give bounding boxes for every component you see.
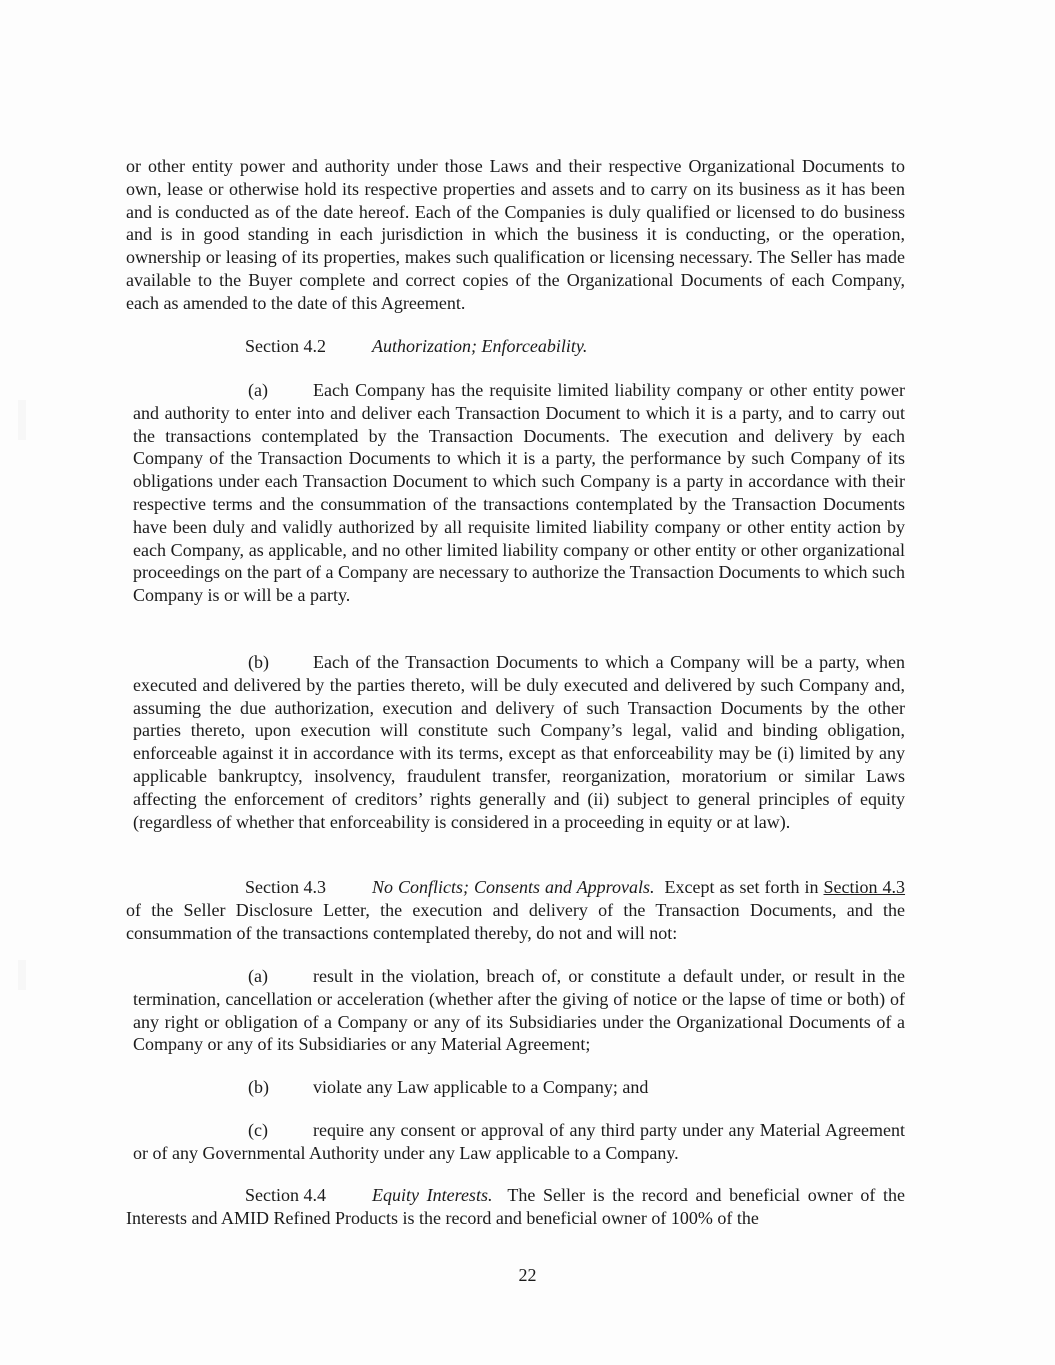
section-text: of the Seller Disclosure Letter, the execution and delivery of the Transaction Documents, and the consummation of the transactions contemplated thereby, do not and will not: [126, 899, 905, 943]
section-4-2-a [133, 379, 905, 607]
page-number: 22 [518, 1265, 537, 1285]
scan-artifact [18, 960, 26, 990]
clause-label: (c) [248, 1120, 268, 1140]
section-number: Section 4.2 [245, 336, 326, 356]
section-number: Section 4.3 [245, 877, 326, 897]
clause-text: violate any Law applicable to a Company; and [313, 1077, 649, 1097]
section-text: The Seller is the record and beneficial owner of the Interests and AMID Refined Products is the record and beneficial owner of 100% of the [126, 1185, 905, 1228]
scan-artifact [18, 400, 26, 440]
section-4-2-b [133, 651, 905, 833]
section-4-3-b [248, 1076, 648, 1099]
clause-text: require any consent or approval of any third party under any Material Agreement or of any Governmental Authority under any Law applicable to a Company. [133, 1120, 905, 1163]
intro-paragraph: or other entity power and authority under those Laws and their respective Organizational Documents to own, lease or otherwise hold its respective properties and assets and to carry on its business as it has been and is conducted as of the date hereof. Each of the Companies is duly qualified or licensed to do business and is in good standing in each jurisdiction in which the business it is conducting, or the operation, ownership or leasing of its properties, makes such qualification or licensing necessary. The Seller has made available to the Buyer complete and correct copies of the Organizational Documents of each Company, each as amended to the date of this Agreement. [126, 156, 905, 313]
section-title: No Conflicts; Consents and Approvals. [372, 877, 655, 897]
clause-label: (a) [248, 380, 268, 400]
section-4-3 [126, 876, 905, 944]
clause-label: (b) [248, 1077, 269, 1097]
section-number: Section 4.4 [245, 1185, 326, 1205]
section-4-3-a [133, 965, 905, 1056]
clause-label: (b) [248, 652, 269, 672]
section-4-3-c [133, 1119, 905, 1165]
section-reference-link: Section 4.3 [823, 877, 906, 897]
section-lead: Except as set forth in [664, 877, 819, 897]
clause-label: (a) [248, 966, 268, 986]
section-4-4 [126, 1184, 905, 1230]
section-4-2-heading [245, 335, 587, 358]
clause-text: Each of the Transaction Documents to which a Company will be a party, when executed and delivered by the parties thereto, will be duly executed and delivered by such Company and, assuming the due authorization, execution and delivery of such Transaction Documents by the other parties thereto, upon execution will constitute such Company’s legal, valid and binding obligation, enforceable against it in accordance with its terms, except as that enforceability may be (i) limited by any applicable bankruptcy, insolvency, fraudulent transfer, reorganization, moratorium or similar Laws affecting the enforcement of creditors’ rights generally and (ii) subject to general principles of equity (regardless of whether that enforceability is considered in a proceeding in equity or at law). [133, 652, 905, 832]
clause-text: result in the violation, breach of, or constitute a default under, or result in the termination, cancellation or acceleration (whether after the giving of notice or the lapse of time or both) of any right or obligation of a Company or any of its Subsidiaries under the Organizational Documents of a Company or any of its Subsidiaries or any Material Agreement; [133, 966, 905, 1055]
section-title: Equity Interests. [372, 1185, 493, 1205]
clause-text: Each Company has the requisite limited liability company or other entity power and authority to enter into and deliver each Transaction Document to which it is a party, and to carry out the transactions contemplated by the Transaction Documents. The execution and delivery by each Company of the Transaction Documents to which it is a party, the performance by such Company of its obligations under each Transaction Document to which such Company is a party in accordance with their respective terms and the consummation of the transactions contemplated by the Transaction Documents have been duly and validly authorized by all requisite limited liability company or other entity action by each Company, as applicable, and no other limited liability company or other entity or other organizational proceedings on the part of a Company are necessary to authorize the Transaction Documents to which such Company is or will be a party. [133, 380, 905, 606]
section-title: Authorization; Enforceability. [372, 336, 588, 356]
